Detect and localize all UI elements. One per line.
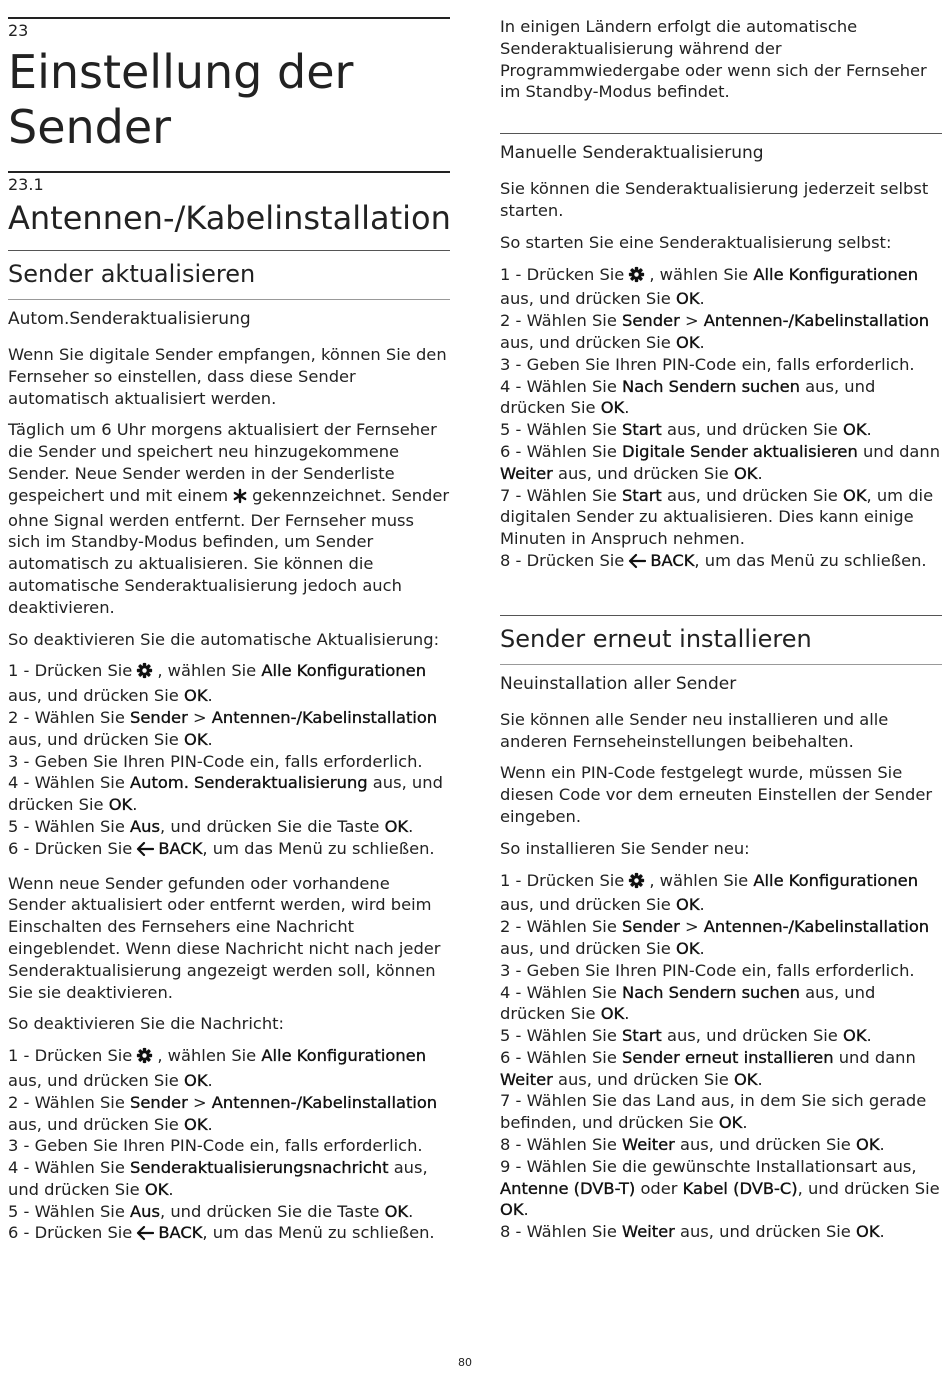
- right-column: [500, 0, 942, 1253]
- step: 3 - Geben Sie Ihren PIN-Code ein, falls erforderlich.: [500, 960, 915, 980]
- step: 4 - Wählen Sie Nach Sendern suchen aus, und drücken Sie OK.: [500, 982, 876, 1024]
- subsub-title: Manuelle Senderaktualisierung: [500, 143, 764, 164]
- gear-icon: [136, 662, 153, 685]
- chapter-title: [8, 45, 450, 155]
- subsection-title: Sender aktualisieren: [8, 260, 256, 288]
- text: gekennzeichnet. Sender ohne Signal werden entfernt. Der Fernseher muss sich im Standby-Modus befinden, um Sender automatisch zu aktualisieren. Sie können die automatische Senderaktualisierung jedoch auch deaktivieren.: [8, 485, 450, 617]
- chapter-title-line2: Sender: [8, 100, 172, 154]
- section-rule: [8, 171, 450, 173]
- step: 8 - Drücken Sie BACK, um das Menü zu schließen.: [500, 550, 942, 575]
- paragraph: So installieren Sie Sender neu:: [500, 838, 750, 858]
- step: 1 - Drücken Sie , wählen Sie Alle Konfigurationen aus, und drücken Sie OK.: [500, 264, 919, 309]
- step: 5 - Wählen Sie Aus, und drücken Sie die Taste OK.: [8, 816, 414, 836]
- step: 2 - Wählen Sie Sender > Antennen-/Kabelinstallation aus, und drücken Sie OK.: [500, 311, 930, 352]
- step: 1 - Drücken Sie , wählen Sie Alle Konfigurationen aus, und drücken Sie OK.: [8, 661, 427, 706]
- step: 7 - Wählen Sie das Land aus, in dem Sie sich gerade befinden, und drücken Sie OK.: [500, 1091, 927, 1133]
- steps-list: [500, 870, 942, 1244]
- gear-icon: [136, 1047, 153, 1070]
- step: 4 - Wählen Sie Senderaktualisierungsnachricht aus, und drücken Sie OK.: [8, 1158, 428, 1199]
- subsub-rule: [8, 299, 450, 300]
- subsub-rule: [500, 133, 942, 134]
- step: 4 - Wählen Sie Autom. Senderaktualisierung aus, und drücken Sie OK.: [8, 773, 443, 815]
- step: 5 - Wählen Sie Start aus, und drücken Sie OK.: [500, 1026, 872, 1046]
- step: 2 - Wählen Sie Sender > Antennen-/Kabelinstallation aus, und drücken Sie OK.: [8, 707, 438, 749]
- step: 1 - Drücken Sie , wählen Sie Alle Konfigurationen aus, und drücken Sie OK.: [500, 870, 919, 915]
- subsection-rule: [8, 250, 450, 251]
- step: 6 - Drücken Sie BACK, um das Menü zu schließen.: [8, 838, 450, 863]
- subsub-title: Neuinstallation aller Sender: [500, 673, 737, 694]
- back-arrow-icon: [136, 1225, 154, 1247]
- steps-list: [8, 1045, 450, 1247]
- subsub-title: Autom.Senderaktualisierung: [8, 309, 251, 329]
- steps-list: [8, 660, 450, 862]
- subsection-rule: [500, 615, 942, 616]
- step: 7 - Wählen Sie Start aus, und drücken Sie OK, um die digitalen Sender zu aktualisieren. Dies kann einige Minuten in Anspruch nehmen.: [500, 485, 934, 549]
- star-icon: [232, 488, 248, 510]
- chapter-rule: [8, 17, 450, 19]
- text: Täglich um 6 Uhr morgens aktualisiert der Fernseher die Sender und speichert neu hinzugekommene Sender. Neue Sender werden in der Senderliste gespeichert und mit einem: [8, 420, 437, 505]
- step: 1 - Drücken Sie , wählen Sie Alle Konfigurationen aus, und drücken Sie OK.: [8, 1046, 427, 1090]
- step: 2 - Wählen Sie Sender > Antennen-/Kabelinstallation aus, und drücken Sie OK.: [500, 917, 930, 958]
- page-number: 80: [458, 1356, 472, 1369]
- paragraph: Sie können alle Sender neu installieren und alle anderen Fernseheinstellungen beibehalten.: [500, 709, 889, 751]
- section-number: 23.1: [8, 175, 44, 194]
- gear-icon: [628, 266, 645, 289]
- back-arrow-icon: [628, 553, 646, 575]
- step: 3 - Geben Sie Ihren PIN-Code ein, falls erforderlich.: [8, 1136, 423, 1156]
- step: 8 - Wählen Sie Weiter aus, und drücken Sie OK.: [500, 1135, 885, 1155]
- paragraph: Wenn Sie digitale Sender empfangen, können Sie den Fernseher so einstellen, dass diese Sender automatisch aktualisiert werden.: [8, 345, 447, 408]
- step: 8 - Wählen Sie Weiter aus, und drücken Sie OK.: [500, 1222, 885, 1242]
- paragraph: In einigen Ländern erfolgt die automatische Senderaktualisierung während der Programmwiedergabe oder wenn sich der Fernseher im Standby-Modus befindet.: [500, 17, 927, 102]
- gear-icon: [628, 872, 645, 895]
- paragraph: Wenn neue Sender gefunden oder vorhandene Sender aktualisiert oder entfernt werden, wird beim Einschalten des Fernsehers eine Nachricht eingeblendet. Wenn diese Nachricht nicht nach jeder Senderaktualisierung angezeigt werden soll, können Sie sie deaktivieren.: [8, 873, 441, 1002]
- step: 3 - Geben Sie Ihren PIN-Code ein, falls erforderlich.: [8, 751, 423, 771]
- step: 4 - Wählen Sie Nach Sendern suchen aus, und drücken Sie OK.: [500, 376, 876, 418]
- subsection-title: Sender erneut installieren: [500, 624, 812, 653]
- back-arrow-icon: [136, 841, 154, 863]
- paragraph: Sie können die Senderaktualisierung jederzeit selbst starten.: [500, 179, 929, 220]
- step: 3 - Geben Sie Ihren PIN-Code ein, falls erforderlich.: [500, 354, 915, 374]
- subsub-rule: [500, 664, 942, 665]
- chapter-title-line1: Einstellung der: [8, 45, 354, 99]
- chapter-number: 23: [8, 21, 29, 40]
- paragraph: Wenn ein PIN-Code festgelegt wurde, müssen Sie diesen Code vor dem erneuten Einstellen der Sender eingeben.: [500, 763, 933, 826]
- step: 5 - Wählen Sie Aus, und drücken Sie die Taste OK.: [8, 1201, 414, 1221]
- section-title: Antennen-/Kabelinstallation: [8, 199, 451, 237]
- step: 6 - Wählen Sie Digitale Sender aktualisieren und dann Weiter aus, und drücken Sie OK.: [500, 441, 941, 483]
- paragraph: So starten Sie eine Senderaktualisierung selbst:: [500, 232, 892, 252]
- paragraph: [8, 419, 450, 618]
- step: 6 - Wählen Sie Sender erneut installieren und dann Weiter aus, und drücken Sie OK.: [500, 1047, 916, 1089]
- paragraph: So deaktivieren Sie die automatische Aktualisierung:: [8, 629, 440, 649]
- step: 6 - Drücken Sie BACK, um das Menü zu schließen.: [8, 1222, 450, 1247]
- step: 5 - Wählen Sie Start aus, und drücken Sie OK.: [500, 420, 872, 440]
- steps-list: [500, 264, 942, 575]
- left-column: [8, 0, 450, 1257]
- step: 9 - Wählen Sie die gewünschte Installationsart aus, Antenne (DVB-T) oder Kabel (DVB-C), und drücken Sie OK.: [500, 1156, 940, 1220]
- paragraph: So deaktivieren Sie die Nachricht:: [8, 1014, 285, 1034]
- step: 2 - Wählen Sie Sender > Antennen-/Kabelinstallation aus, und drücken Sie OK.: [8, 1092, 438, 1134]
